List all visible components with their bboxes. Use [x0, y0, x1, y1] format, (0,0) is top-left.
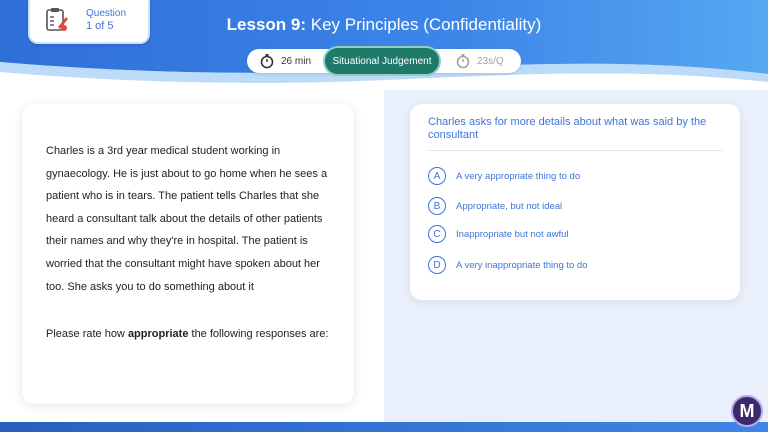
- total-time: [259, 53, 311, 69]
- option-text: A very appropriate thing to do: [456, 170, 581, 182]
- option-d[interactable]: [428, 256, 588, 274]
- divider: [428, 150, 722, 151]
- option-text: Inappropriate but not awful: [456, 228, 569, 240]
- option-letter: B: [428, 197, 446, 215]
- scenario-card: [22, 104, 354, 404]
- per-question-label: 23s/Q: [477, 55, 504, 67]
- lesson-number: Lesson 9:: [226, 15, 307, 34]
- prompt-end: the following responses are:: [188, 328, 329, 340]
- lesson-name: Key Principles (Confidentiality): [310, 15, 542, 34]
- prompt-bold: appropriate: [127, 328, 189, 340]
- question-count: 1 of 5: [86, 20, 114, 32]
- per-question-time: [455, 53, 504, 69]
- total-time-label: 26 min: [281, 55, 312, 67]
- section-badge: Situational Judgement: [323, 46, 441, 76]
- option-letter: D: [428, 256, 446, 274]
- page-title: [0, 15, 768, 35]
- option-b[interactable]: [428, 197, 562, 215]
- timer-bar: [247, 49, 521, 73]
- scenario-text: Charles is a 3rd year medical student working in gynaecology. He is just about to go home when he sees a patient who is in tears. The patient tells Charles that she heard a consultant talk about the details of other patients their names and why they're in hospital. The patient is worried that the consultant might have spoken about her too. She asks you to do something about it: [46, 145, 328, 293]
- stopwatch-icon: [455, 53, 471, 69]
- option-text: Appropriate, but not ideal: [456, 200, 563, 212]
- rating-prompt: [46, 323, 336, 345]
- option-letter: A: [428, 167, 446, 185]
- response-question: Charles asks for more details about what was said by the consultant: [428, 116, 707, 141]
- option-text: A very inappropriate thing to do: [456, 259, 588, 271]
- logo-icon: M: [731, 395, 763, 427]
- response-card: [410, 104, 740, 300]
- stopwatch-icon: [259, 53, 275, 69]
- option-letter: C: [428, 225, 446, 243]
- prompt-start: Please rate how: [46, 328, 128, 340]
- option-a[interactable]: [428, 167, 580, 185]
- option-c[interactable]: [428, 225, 569, 243]
- question-label: Question: [86, 8, 127, 19]
- bottom-bar: [0, 422, 768, 432]
